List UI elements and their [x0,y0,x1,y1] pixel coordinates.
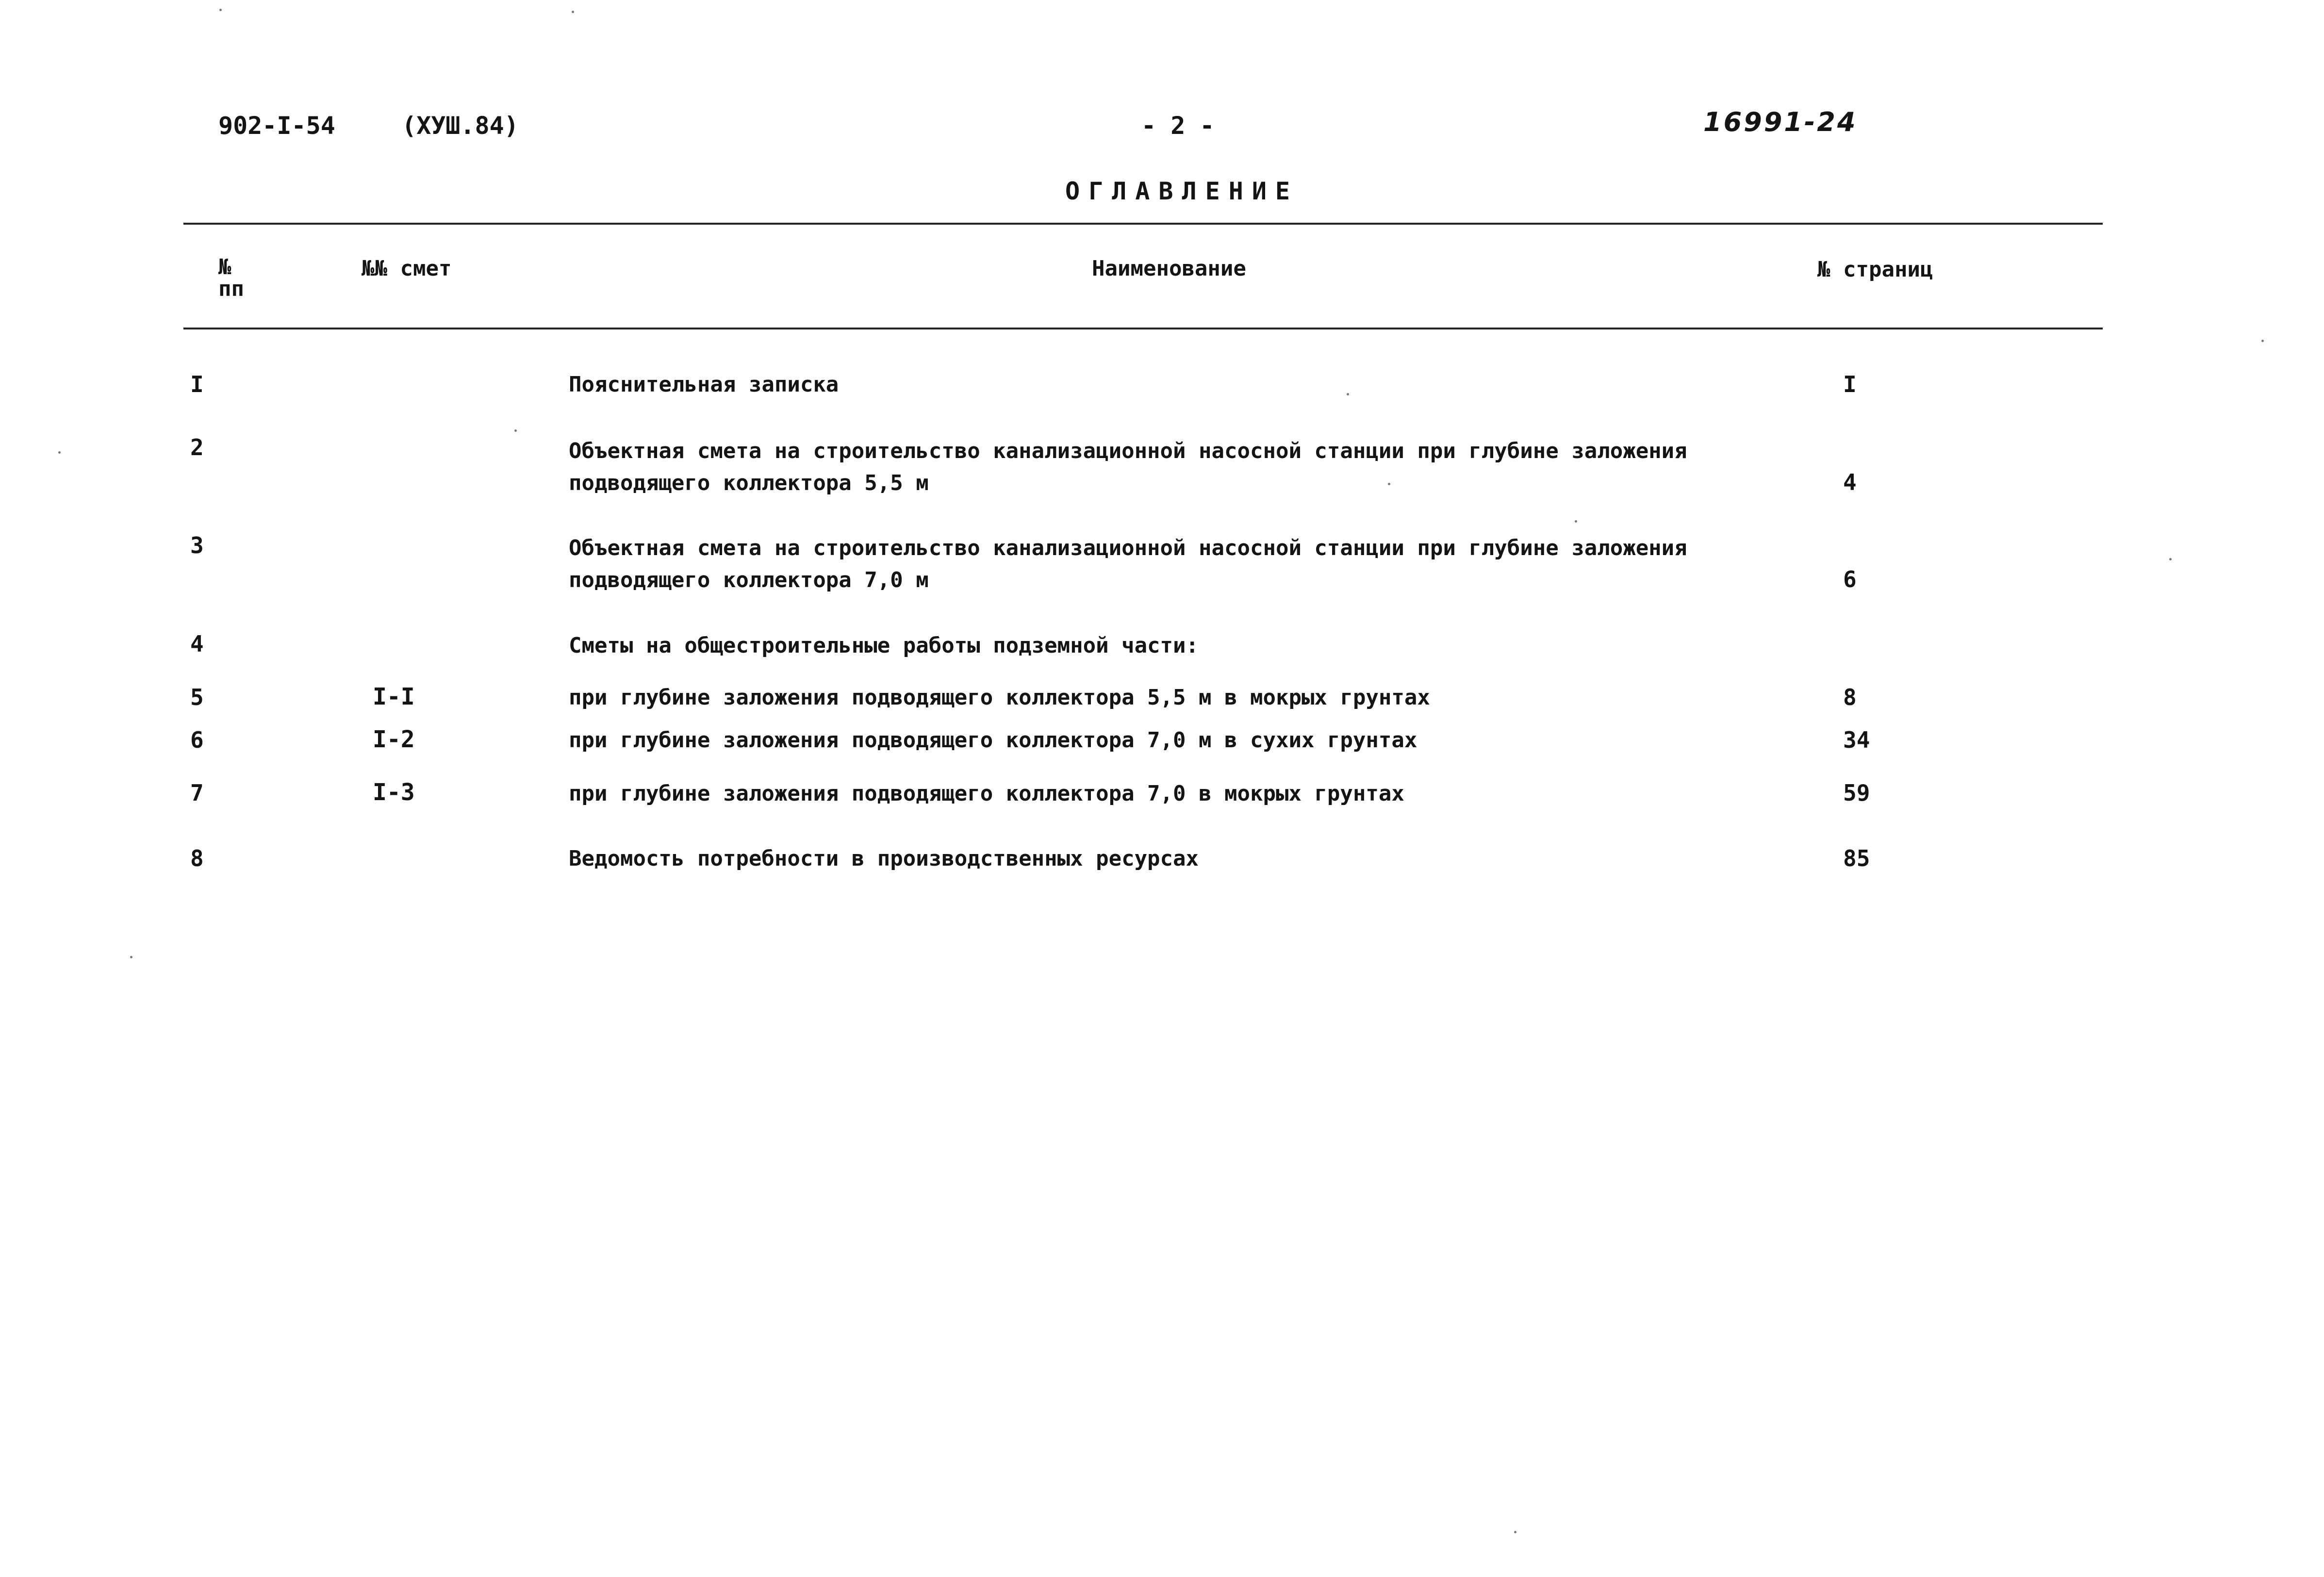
row-name-line: при глубине заложения подводящего коллектора 7,0 м в сухих грунтах [569,728,1417,753]
row-number: 4 [190,631,204,657]
col-name-header: Наименование [1092,256,1246,281]
scan-speck [1388,483,1390,485]
scan-speck [1347,393,1349,395]
inventory-number: 16991-24 [1703,107,1858,137]
row-number: 5 [190,684,204,710]
scan-speck [2169,558,2172,560]
scan-speck [1514,1531,1516,1533]
row-number: 6 [190,727,204,753]
row-estimate: I-2 [373,726,415,753]
issue-code: (ХУШ.84) [402,112,519,140]
row-number: 8 [190,845,204,871]
row-number: 2 [190,434,204,460]
page-title: ОГЛАВЛЕНИЕ [1065,177,1299,205]
row-page: 85 [1843,845,1870,871]
row-page: 34 [1843,727,1870,753]
row-number: 3 [190,532,204,559]
row-name-line: Объектная смета на строительство канализационной насосной станции при глубине заложения [569,439,1687,463]
row-page: 4 [1843,469,1857,495]
table-header-rule [183,328,2103,329]
row-name-line: Объектная смета на строительство канализационной насосной станции при глубине заложения [569,536,1687,560]
row-page: I [1843,371,1857,397]
col-estimate-header: №№ смет [362,256,452,281]
row-estimate: I-3 [373,779,415,806]
col-number-header-line2: пп [218,277,244,301]
project-code: 902-I-54 [218,112,335,140]
row-estimate: I-I [373,683,415,710]
col-number-header-line1: № [218,255,231,279]
scan-speck [2261,340,2264,342]
row-number: 7 [190,780,204,806]
row-name-line: Пояснительная записка [569,372,839,397]
row-number: I [190,371,204,397]
row-name-line: Ведомость потребности в производственных ресурсах [569,846,1199,871]
row-page: 59 [1843,780,1870,806]
col-page-header: № страниц [1817,257,1933,282]
row-page: 8 [1843,684,1857,710]
row-page: 6 [1843,566,1857,592]
scan-speck [58,451,61,454]
page-marker: - 2 - [1141,112,1215,140]
scan-speck [130,956,132,958]
table-top-rule [183,223,2103,225]
row-name-line: при глубине заложения подводящего коллектора 7,0 в мокрых грунтах [569,781,1404,806]
row-name-line: подводящего коллектора 5,5 м [569,471,929,495]
row-name-line: подводящего коллектора 7,0 м [569,568,929,592]
row-name-line: при глубине заложения подводящего коллектора 5,5 м в мокрых грунтах [569,685,1430,710]
scan-speck [1575,520,1577,523]
scan-speck [572,11,574,13]
scan-speck [514,429,517,432]
scan-speck [219,9,222,11]
row-name-line: Сметы на общестроительные работы подземной части: [569,633,1199,658]
